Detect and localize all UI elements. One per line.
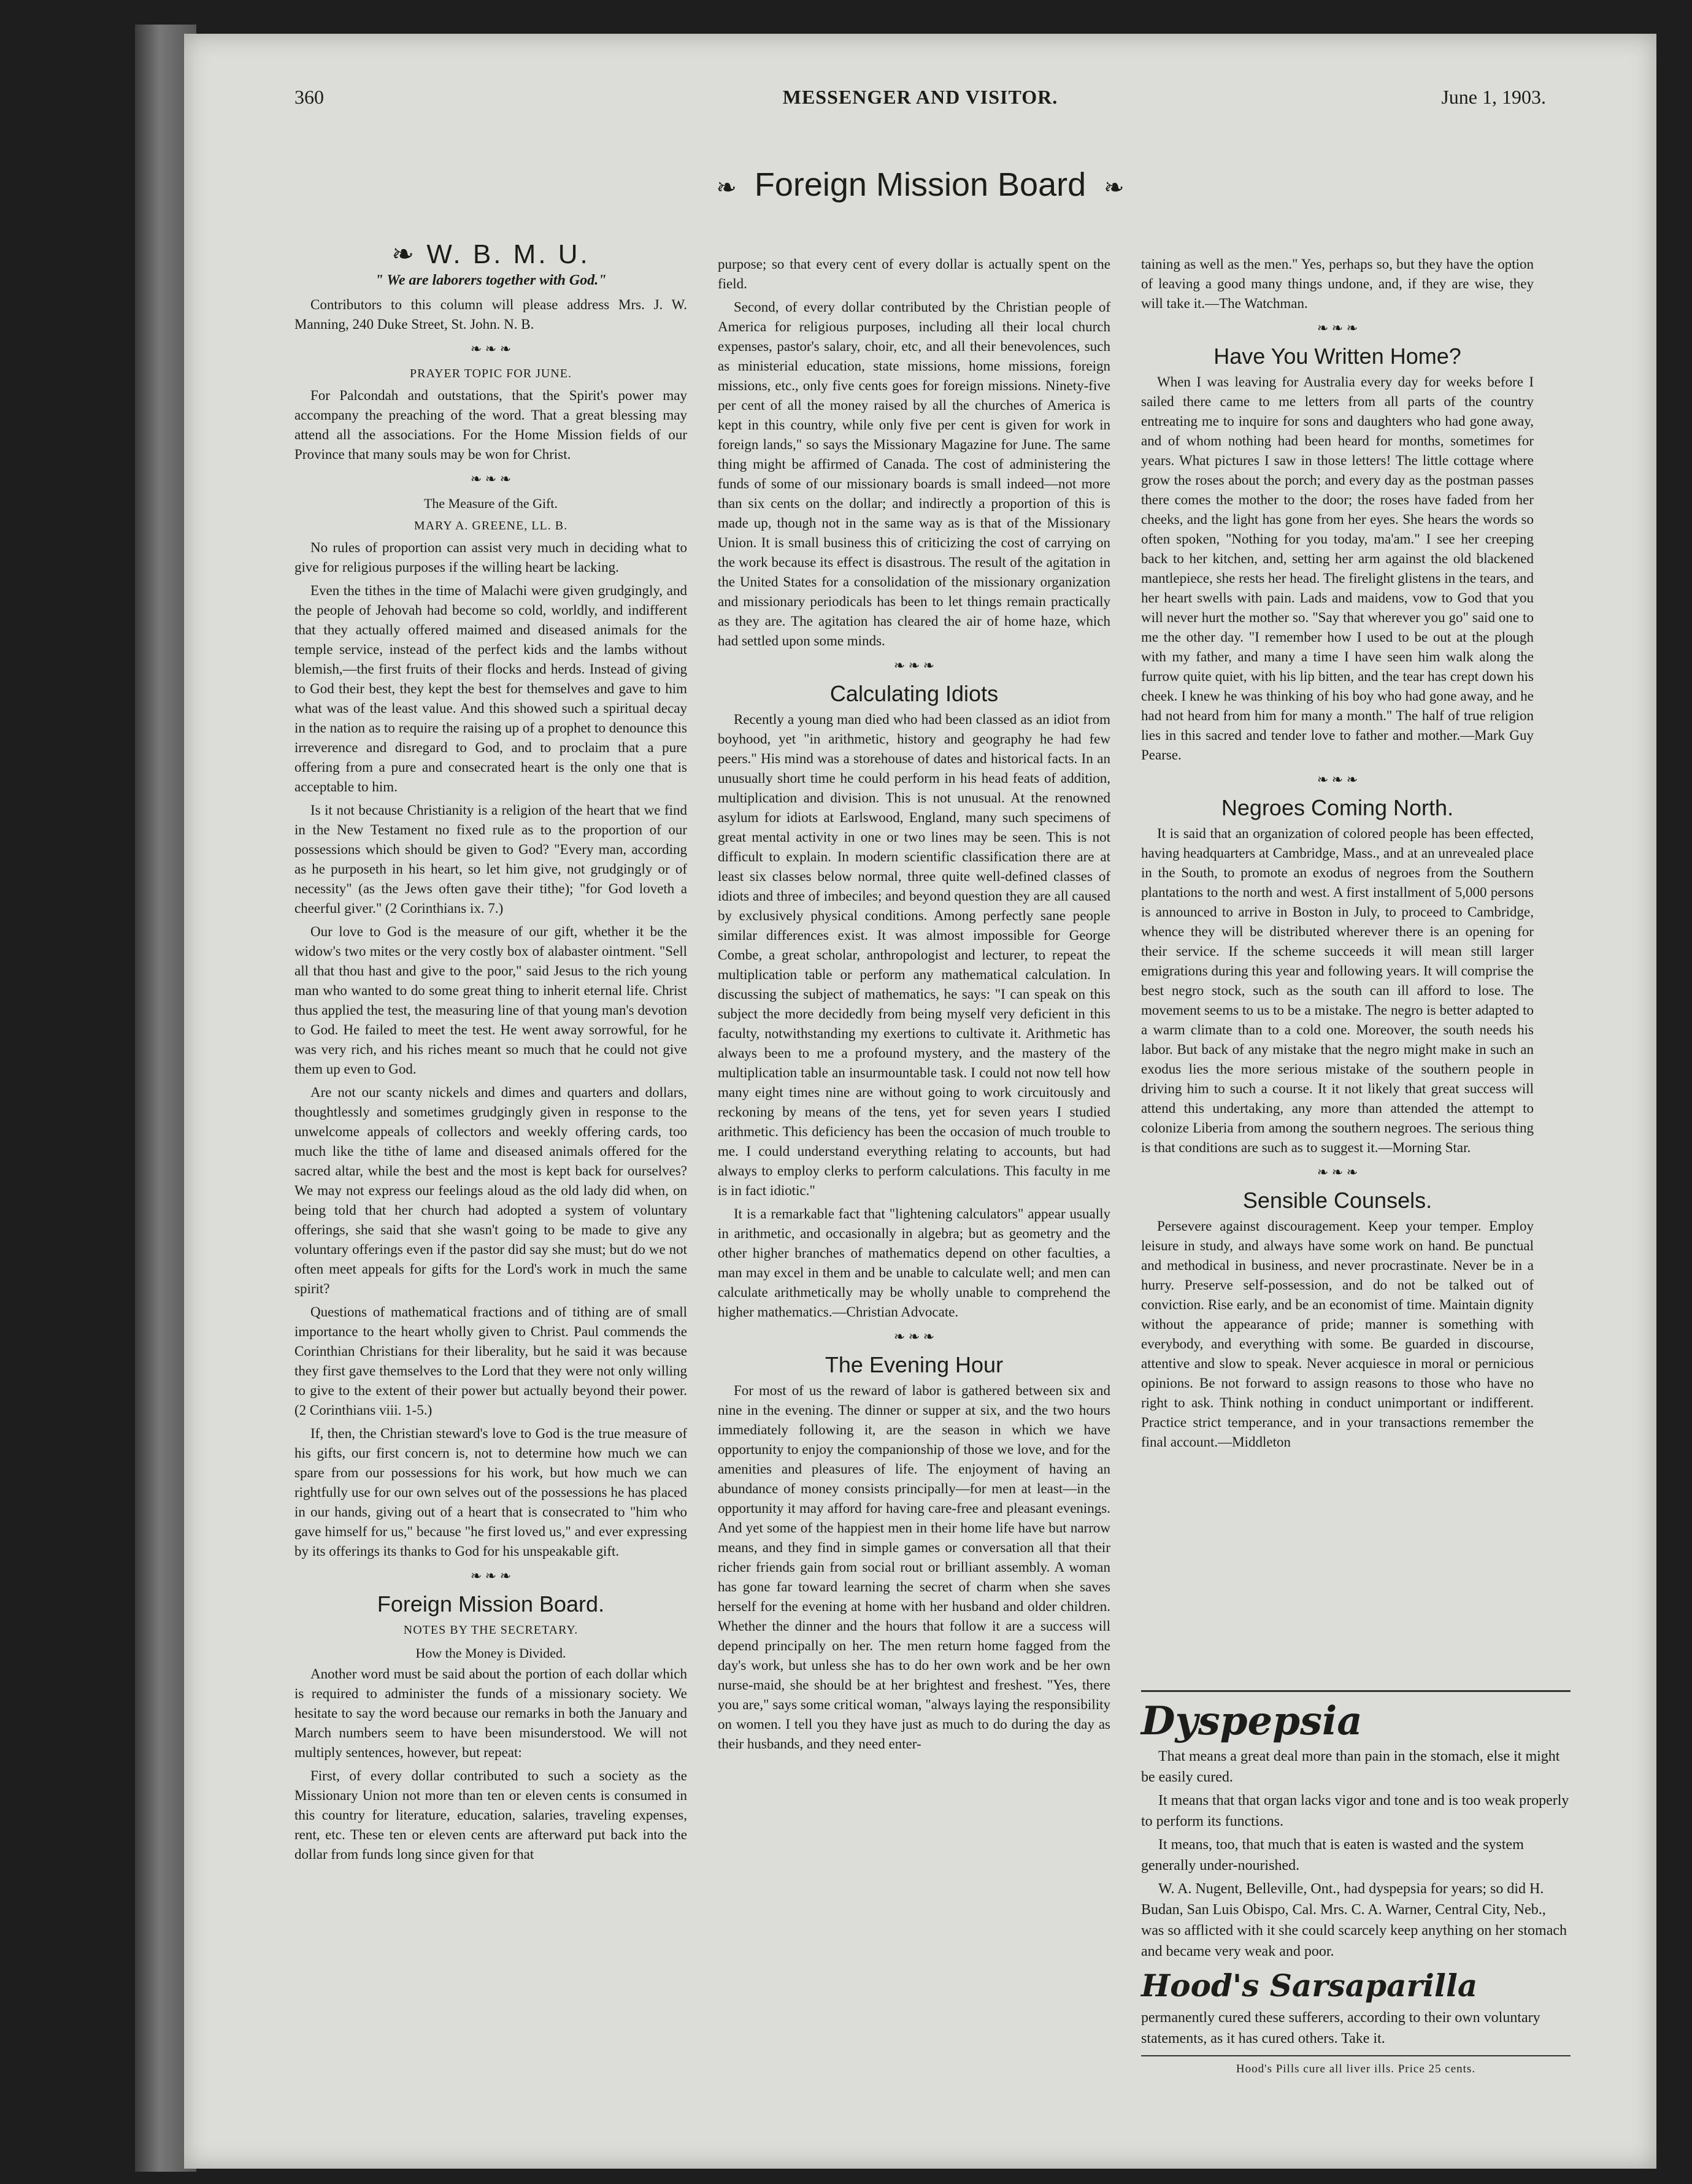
paragraph: Questions of mathematical fractions and of tithing are of small importance to the heart wholly given to Christ. Paul commends the Corinthian Christians for their liberality, but he said it was because they first gave themselves to the Lord that they were not only willing to give to the extent of their power but actually beyond their power. (2 Corinthians viii. 1-5.): [294, 1304, 687, 1418]
leaf-ornament-icon: ❧: [716, 174, 737, 201]
article-subheading: NOTES BY THE SECRETARY.: [403, 1623, 579, 1637]
paragraph: Recently a young man died who had been classed as an idiot from boyhood, yet "in arithmetic, history and geography he had few peers." His mind was a storehouse of dates and historical facts. In an unusually short time he could perform in his head feats of addition, multiplication and division. This is not unusual. At the renowned asylum for idiots at Earlswood, England, many such specimens of great mental activity in one or two lines may be seen. This is not difficult to explain. In modern scientific classification there are at least six classes below normal, three quite well-defined classes of idiots and three of imbeciles; and beyond question they are all caused by exclusively physical conditions. Among perfectly sane people similar differences exist. It was almost impossible for George Combe, a great scholar, anthropologist and lecturer, to repeat the multiplication table or perform any mathematical calculation. In discussing the subject of mathematics, he says: "I can speak on this subject the more decidedly from being myself very deficient in this faculty, notwithstanding my exertions to cultivate it. Arithmetic has always been to me a profound mystery, and the mastery of the multiplication table an insurmountable task. I could not now tell how many eight times nine are without going to work circuitously and reckoning by means of the tens, yet for seven years I studied arithmetic. This deficiency has been the occasion of much trouble to me. I could understand everything relating to accounts, but had always to employ clerks to perform calculations. This faculty in me is in fact idiotic.": [718, 712, 1110, 1198]
section-banner: [184, 166, 1656, 204]
contributors-note: Contributors to this column will please address Mrs. J. W. Manning, 240 Duke Street, St. John. N. B.: [294, 297, 687, 332]
article-title: Negroes Coming North.: [1221, 795, 1454, 820]
article-title: The Evening Hour: [825, 1352, 1004, 1377]
masthead: MESSENGER AND VISITOR.: [782, 86, 1058, 108]
leaf-ornament-icon: ❧: [391, 239, 417, 269]
article-author: MARY A. GREENE, LL. B.: [413, 519, 568, 533]
ad-line: That means a great deal more than pain in the stomach, else it might be easily cured.: [1141, 1748, 1560, 1785]
page-number: 360: [294, 86, 324, 108]
article-title: Foreign Mission Board.: [377, 1591, 605, 1617]
page-header: [294, 86, 1546, 123]
newspaper-page: [184, 34, 1656, 2169]
section-divider-ornament: ❧ ❧ ❧: [1317, 772, 1358, 787]
paragraph: Are not our scanty nickels and dimes and quarters and dollars, thoughtlessly and sometimes grudgingly given in response to the unwelcome appeals of collectors and weekly offering cards, too much like the tithe of lame and diseased animals offered for the sacred altar, while the best and the most is kept back for ourselves? We may not express our feelings aloud as the old lady did when, on being told that her church had adopted a system of voluntary offerings, she said that she wasn't going to be made to give any voluntary offerings even if the pastor did say she must; but do we not often meet appeals for gifts for the Lord's work in much the same spirit?: [294, 1085, 687, 1296]
article-title: Calculating Idiots: [829, 681, 999, 706]
article-title: The Measure of the Gift.: [423, 496, 558, 511]
leaf-ornament-icon: ❧: [1104, 174, 1125, 201]
paragraph: purpose; so that every cent of every dollar is actually spent on the field.: [718, 256, 1110, 291]
paragraph: When I was leaving for Australia every day for weeks before I sailed there came to me letters from all parts of the country entreating me to inquire for sons and daughters who had gone away, and of whom nothing had been heard for months, sometimes for years. What pictures I saw in those letters! The little cottage where grow the roses about the porch; and every day as the postman passes there comes the mother to the door; the roses have faded from her cheeks, and the light has gone from her eyes. She hears the words so often spoken, "Nothing for you today, ma'am." I see her creeping back to her kitchen, and, setting her arm against the old blackened mantlepiece, she rests her head. The firelight glistens in the tears, and her heart swells with pain. Lads and maidens, vow to God that you will never hurt the mother so. "Say that wherever you go" said one to me the other day. "I remember how I used to be out at the plough with my father, and many a time I have seen him walk along the furrow quite quiet, with his lip bitten, and the tear has crept down his cheek. I knew he was thinking of his boy who had gone away, and he had not heard from him for many a month." The half of true religion lies in this sacred and tender love to father and mother.—Mark Guy Pearse.: [1141, 374, 1534, 763]
section-divider-ornament: ❧ ❧ ❧: [1317, 1164, 1358, 1180]
ad-line: It means, too, that much that is eaten is wasted and the system generally under-nourished.: [1141, 1837, 1524, 1874]
section-divider-ornament: ❧ ❧ ❧: [893, 1329, 935, 1344]
ad-closing: permanently cured these sufferers, according to their own voluntary statements, as it has cured others. Take it.: [1141, 2010, 1540, 2047]
paragraph: For most of us the reward of labor is gathered between six and nine in the evening. The dinner or supper at six, and the two hours immediately following it, are the season in which we have opportunity to enjoy the companionship of those we love, and for the amenities and pleasures of life. The enjoyment of having an abundance of money consists principally—for men at least—in the opportunity it may afford for having care-free and pleasant evenings. And yet some of the happiest men in their home life have but narrow means, and they find in simple games or conversation all that their richer friends gain from social rout or brilliant assembly. A woman has gone far toward learning the secret of charm when she saves herself for the evening at home with her husband and older children. Whether the dinner and the hours that follow it are a success will depend principally on her. The men return home fagged from the day's work, but unless she has to do her own work and be her own nurse-maid, she should be at her brightest and freshest. "Yes, there you are," says some critical woman, "always laying the responsibility on women. I tell you they have just as much to do during the day as their husbands, and they need enter-: [718, 1383, 1110, 1751]
paragraph: taining as well as the men." Yes, perhaps so, but they have the option of leaving a good many things undone, and, if they are wise, they will take it.—The Watchman.: [1141, 256, 1534, 311]
column-2: [718, 255, 1110, 1758]
paragraph: Our love to God is the measure of our gift, whether it be the widow's two mites or the very costly box of alabaster ointment. "Sell all that thou hast and give to the poor," said Jesus to the rich young man who wanted to do some great thing to inherit eternal life. Christ thus applied the test, the measuring line of that young man's devotion to God. He failed to meet the test. He went away sorrowful, for he was very rich, and his riches meant so much that he could not give them up even to God.: [294, 924, 687, 1077]
article-title: Sensible Counsels.: [1242, 1188, 1432, 1213]
paragraph: It is a remarkable fact that "lightening calculators" appear usually in arithmetic, and occasionally in algebra; but as geometry and the other higher branches of mathematics depend on other faculties, a man may excel in them and be unable to calculate well; and men can calculate arithmetically may be wholly unable to comprehend the higher mathematics.—Christian Advocate.: [718, 1206, 1110, 1320]
paragraph: If, then, the Christian steward's love to God is the true measure of his gifts, our first concern is, not to determine how much we can spare from our possessions for his work, but how much we can rightfully use for our own selves out of the possessions he has placed in our hands, giving out of a heart that is consecrated to "him who gave himself for us," because "he first loved us," and ever expressing by its offerings its thanks to God for his unspeakable gift.: [294, 1426, 687, 1559]
ad-brand: Hood's Sarsaparilla: [1141, 1967, 1478, 2004]
paragraph: Persevere against discouragement. Keep your temper. Employ leisure in study, and always have some work on hand. Be punctual and methodical in business, and never procrastinate. Never be in a hurry. Preserve self-possession, and do not be talked out of conviction. Rise early, and be an economist of time. Maintain dignity without the appearance of pride; manner is something with everybody, and everything with some. Be guarded in discourse, attentive and slow to speak. Never acquiesce in moral or pernicious opinions. Be not forward to assign reasons to those who have no right to ask. Think nothing in conduct unimportant or indifferent. Practice strict temperance, and in your transactions remember the final account.—Middleton: [1141, 1218, 1534, 1450]
issue-date: June 1, 1903.: [1441, 86, 1546, 108]
ad-title: Dyspepsia: [1141, 1698, 1363, 1744]
banner-title: Foreign Mission Board: [754, 166, 1086, 203]
column-3: [1141, 255, 1534, 1456]
section-divider-ornament: ❧ ❧ ❧: [470, 1568, 512, 1583]
section-divider-ornament: ❧ ❧ ❧: [893, 658, 935, 673]
paragraph: Another word must be said about the portion of each dollar which is required to administer the funds of a missionary society. We hesitate to say the word because our remarks in both the January and March numbers seem to have been misunderstood. We will not multiply sentences, however, but repeat:: [294, 1666, 687, 1760]
section-divider-ornament: ❧ ❧ ❧: [470, 471, 512, 486]
prayer-topic-heading: PRAYER TOPIC FOR JUNE.: [410, 367, 572, 380]
paragraph: It is said that an organization of colored people has been effected, having headquarters at Cambridge, Mass., and at an unrevealed place in the South, to promote an exodus of negroes from the Southern plantations to the north and west. A first installment of 5,000 persons is announced to arrive in Boston in July, to proceed to Cambridge, whence they will be distributed wherever there is an opening for their service. If the scheme succeeds it will mean still larger emigrations during this year and following years. It will comprise the best negro stock, such as the south can ill afford to lose. The movement seems to us to be a mistake. The negro is better adapted to a warm climate than to a cold one. Moreover, the south needs his labor. But back of any mistake that the negro might make in such an exodus lies the more serious mistake of the southern people in driving him to such a course. It it not likely that great success will attend this undertaking, any more than attended the attempt to colonize Liberia from among the southern negroes. The serious thing is that conditions are such as to suggest it.—Morning Star.: [1141, 826, 1534, 1155]
section-divider-ornament: ❧ ❧ ❧: [470, 341, 512, 356]
ad-line: W. A. Nugent, Belleville, Ont., had dyspepsia for years; so did H. Budan, San Luis Obispo, Cal. Mrs. C. A. Warner, Central City, Neb., was so afflicted with it she could scarcely keep anything on her stomach and became very weak and poor.: [1141, 1881, 1567, 1959]
paragraph: First, of every dollar contributed to such a society as the Missionary Union not more than ten or eleven cents is consumed in this country for literature, education, salaries, traveling expenses, rent, etc. These ten or eleven cents are afterward put back into the dollar from funds long since given for that: [294, 1768, 687, 1862]
wbmu-motto: " We are laborers together with God.": [375, 272, 607, 288]
prayer-topic-text: For Palcondah and outstations, that the Spirit's power may accompany the preaching of the word. That a great blessing may attend all the associations. For the Home Mission fields of our Province that many souls may be won for Christ.: [294, 388, 687, 462]
wbmu-heading: ❧ W. B. M. U.: [391, 239, 590, 269]
ad-line: It means that that organ lacks vigor and tone and is too weak properly to perform its functions.: [1141, 1793, 1569, 1829]
paragraph: Second, of every dollar contributed by the Christian people of America for religious purposes, including all their local church expenses, pastor's salary, choir, etc, and all their benevolences, such as ministerial education, state missions, home missions, foreign missions, etc., only five cents goes for foreign missions. Ninety-five per cent of all the money raised by all the churches of America is kept in this country, while only five per cent is given for work in foreign lands," so says the Missionary Magazine for June. The same thing might be affirmed of Canada. The cost of administering the funds of some of our missionary boards is small indeed—not more than six cents on the dollar; and indirectly a proportion of this is made up, though not in the same way as is that of the Missionary Union. It is small business this of criticizing the cost of carrying on the work because its effect is disastrous. The result of the agitation in the United States for a consolidation of the missionary organization and missionary periodicals has been to let things remain practically as they are. The agitation has cleared the air of home haze, which had settled upon some minds.: [718, 299, 1110, 648]
column-1: [294, 236, 687, 1868]
paragraph: Is it not because Christianity is a religion of the heart that we find in the New Testament no fixed rule as to the proportion of our possessions which should be given to God? "Every man, according as he purposeth in his heart, so let him give, not grudgingly or of necessity" (as the Jews often gave their tithe); "for God loveth a cheerful giver." (2 Corinthians ix. 7.): [294, 802, 687, 916]
ad-footer: Hood's Pills cure all liver ills. Price 25 cents.: [1141, 2055, 1571, 2080]
section-divider-ornament: ❧ ❧ ❧: [1317, 320, 1358, 336]
paragraph: No rules of proportion can assist very much in deciding what to give for religious purposes if the willing heart be lacking.: [294, 540, 687, 575]
article-subtitle: How the Money is Divided.: [415, 1645, 566, 1661]
ad-top-rule: [1141, 1690, 1571, 1692]
advertisement: [1141, 1690, 1571, 2080]
article-title: Have You Written Home?: [1213, 344, 1461, 369]
paragraph: Even the tithes in the time of Malachi were given grudgingly, and the people of Jehovah had become so cold, worldly, and indifferent that they actually offered maimed and diseased animals for the temple service, instead of the perfect kids and the lambs without blemish,—the first fruits of their flocks and herds. Instead of giving to God their best, they kept the best for themselves and gave to him what was of the least value. And this showed such a spiritual decay in the nation as to require the raising up of a prophet to denounce this irreverence and disregard to God, and to proclaim that a pure offering from a pure and consecrated heart is the only one that is acceptable to him.: [294, 583, 687, 794]
